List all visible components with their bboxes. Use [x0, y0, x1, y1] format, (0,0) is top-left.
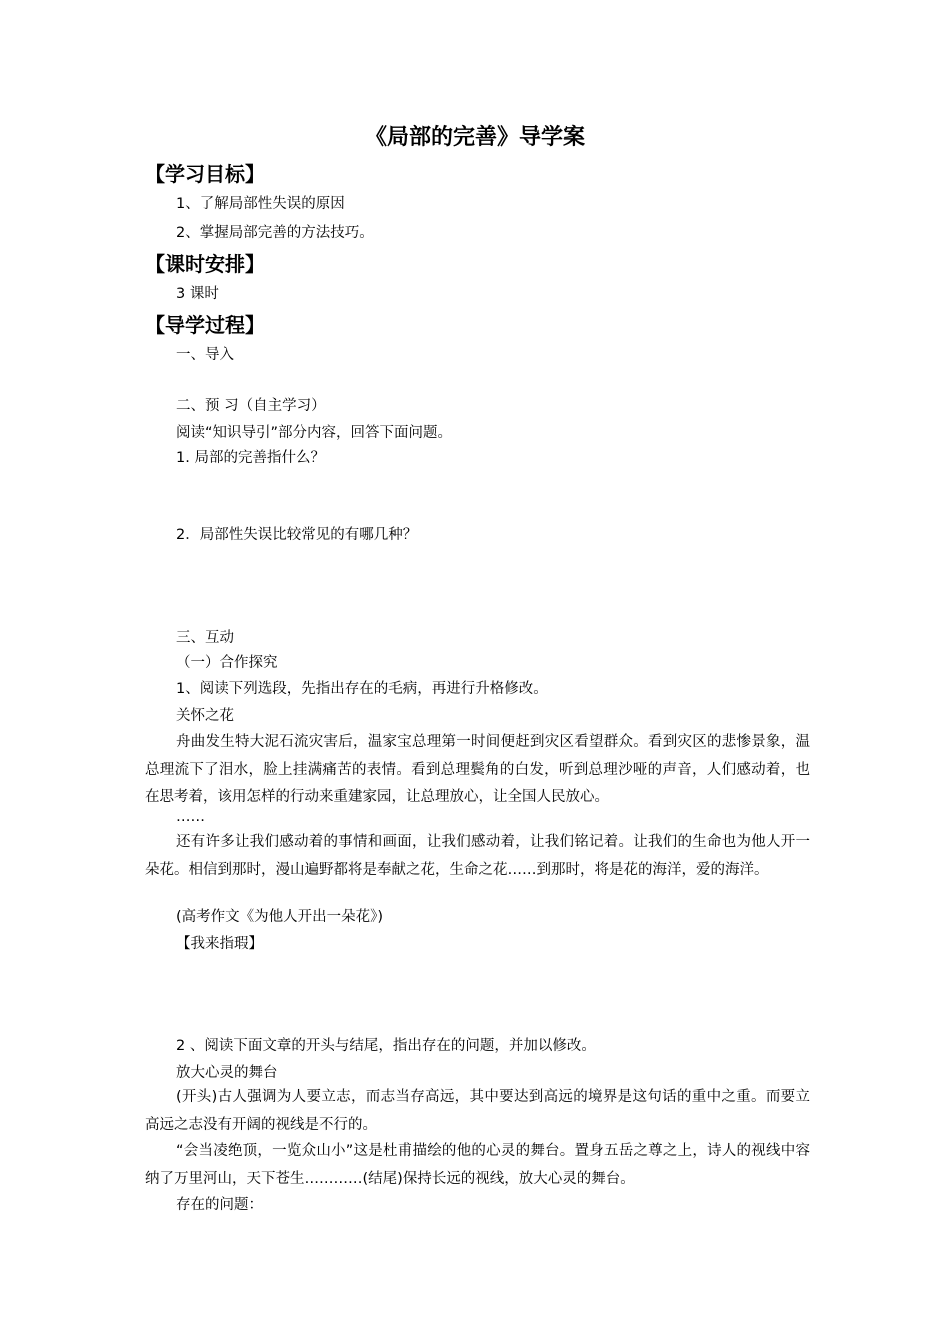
task-2: 2 、阅读下面文章的开头与结尾，指出存在的问题，并加以修改。 — [176, 1038, 596, 1054]
schedule-heading: 【课时安排】 — [145, 252, 265, 276]
passage-1-source: (高考作文《为他人开出一朵花》) — [176, 909, 384, 925]
preview-instruction: 阅读“知识导引”部分内容，回答下面问题。 — [176, 425, 453, 441]
problem-label: 存在的问题： — [176, 1197, 263, 1213]
question-2: 2．局部性失误比较常见的有哪几种？ — [176, 527, 418, 543]
objectives-heading: 【学习目标】 — [145, 162, 265, 186]
intro-item: 一、导入 — [176, 347, 234, 363]
passage-1-ellipsis: …… — [176, 809, 205, 825]
passage-1-paragraph-2: 还有许多让我们感动着的事情和画面，让我们感动着，让我们铭记着。让我们的生命也为他人开一朵花。相信到那时，漫山遍野都将是奉献之花，生命之花……到那时，将是花的海洋，爱的海洋。 — [145, 834, 810, 878]
process-heading: 【导学过程】 — [145, 313, 265, 337]
task-1: 1、阅读下列选段，先指出存在的毛病，再进行升格修改。 — [176, 681, 548, 697]
passage-1-paragraph-1: 舟曲发生特大泥石流灾害后，温家宝总理第一时间便赶到灾区看望群众。看到灾区的悲惨景象，温总理流下了泪水，脸上挂满痛苦的表情。看到总理鬓角的白发，听到总理沙哑的声音，人们感动着，也在思考着，该用怎样的行动来重建家园，让总理放心，让全国人民放心。 — [145, 734, 810, 805]
fix-label: 【我来指瑕】 — [176, 936, 263, 952]
passage-2-paragraph-2: “会当凌绝顶，一览众山小”这是杜甫描绘的他的心灵的舞台。置身五岳之尊之上，诗人的视线中容纳了万里河山，天下苍生…………(结尾)保持长远的视线，放大心灵的舞台。 — [145, 1143, 810, 1187]
document-title: 《局部的完善》导学案 — [364, 125, 585, 150]
objective-item: 2、掌握局部完善的方法技巧。 — [176, 225, 374, 241]
cooperation-title: （一）合作探究 — [176, 655, 278, 671]
passage-2-paragraph-1: (开头)古人强调为人要立志，而志当存高远，其中要达到高远的境界是这句话的重中之重。而要立高远之志没有开阔的视线是不行的。 — [145, 1089, 810, 1133]
objective-item: 1、了解局部性失误的原因 — [176, 196, 345, 212]
question-1: 1. 局部的完善指什么？ — [176, 450, 325, 466]
schedule-text: 3 课时 — [176, 286, 219, 302]
passage-1-title: 关怀之花 — [176, 708, 234, 724]
interaction-title: 三、互动 — [176, 630, 234, 646]
preview-title: 二、预 习（自主学习） — [176, 398, 326, 414]
passage-2-title: 放大心灵的舞台 — [176, 1065, 278, 1081]
